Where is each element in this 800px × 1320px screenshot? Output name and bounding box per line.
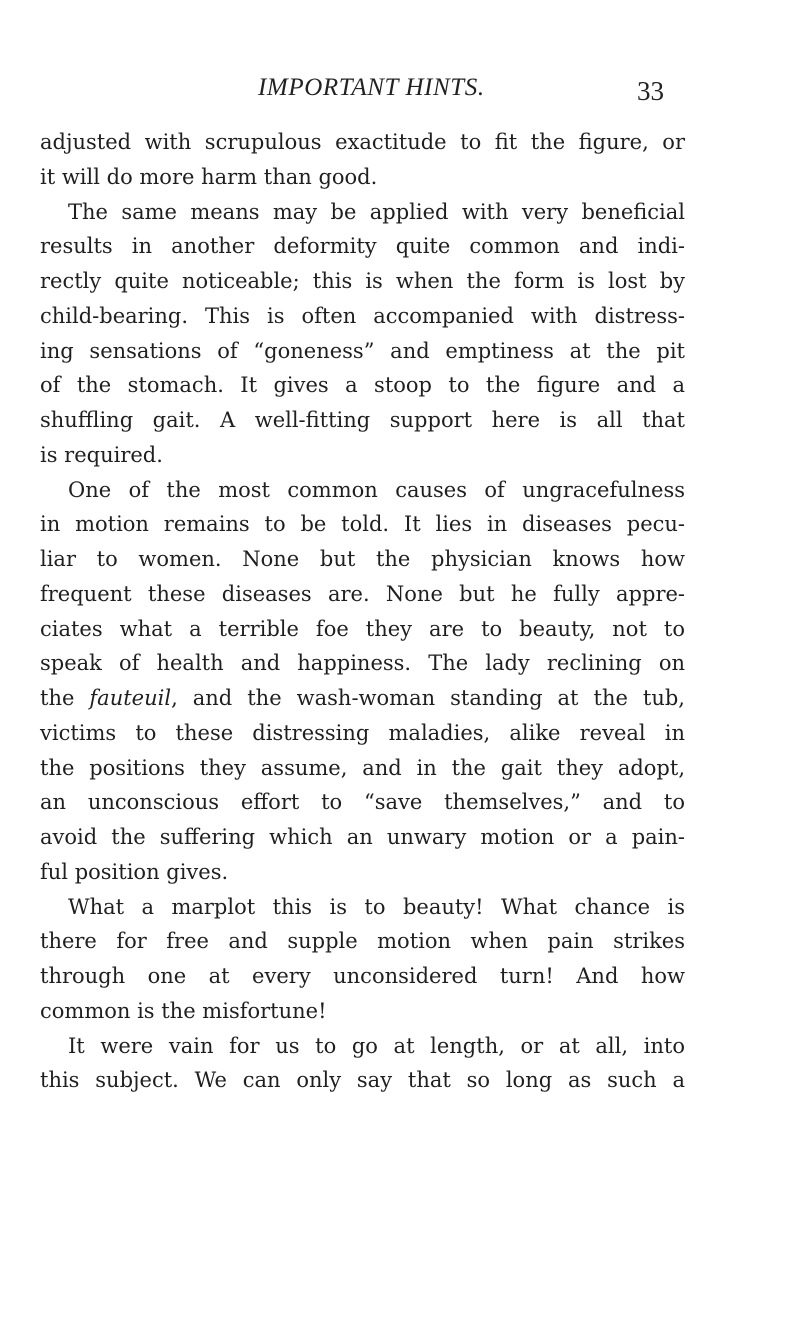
text-line: this subject. We can only say that so long as such a: [40, 1068, 685, 1093]
text-line: common is the misfortune!: [40, 998, 327, 1023]
text-line: through one at every unconsidered turn! And how: [40, 964, 685, 988]
text-line: child-bearing. This is often accompanied with distress-: [40, 303, 685, 328]
text-line: an unconscious effort to “save themselves,” and to: [40, 790, 685, 815]
text-line: The same means may be applied with very beneficial: [68, 199, 685, 224]
text-line: it will do more harm than good.: [40, 164, 378, 189]
text-line: adjusted with scrupulous exactitude to fit the figure, or: [40, 130, 685, 154]
text-line: frequent these diseases are. None but he fully appre-: [40, 581, 685, 606]
text-line: shuffling gait. A well-fitting support here is all that: [40, 408, 685, 432]
text-line: ciates what a terrible foe they are to beauty, not to: [40, 616, 685, 641]
text-line: results in another deformity quite common and indi-: [40, 234, 685, 259]
text-line: speak of health and happiness. The lady reclining on: [40, 651, 685, 676]
text-line: ful position gives.: [40, 859, 229, 884]
text-line: rectly quite noticeable; this is when the form is lost by: [40, 269, 685, 293]
text-line: One of the most common causes of ungracefulness: [68, 477, 685, 502]
text-line: ing sensations of “goneness” and emptiness at the pit: [40, 338, 685, 363]
running-title: IMPORTANT HINTS.: [258, 74, 485, 101]
text-line: there for free and supple motion when pain strikes: [40, 929, 685, 954]
text-segment: the: [40, 686, 90, 710]
text-segment: , and the wash-woman standing at the tub,: [171, 686, 685, 710]
page-number: 33: [637, 76, 664, 106]
text-line: [40, 681, 685, 716]
body-text: [40, 125, 685, 1098]
text-line: the positions they assume, and in the gait they adopt,: [40, 755, 685, 780]
italic-word: fauteuil: [89, 686, 172, 710]
text-line: It were vain for us to go at length, or at all, into: [68, 1033, 685, 1058]
text-line: in motion remains to be told. It lies in diseases pecu-: [40, 512, 685, 537]
text-line: of the stomach. It gives a stoop to the figure and a: [40, 373, 685, 398]
text-line: What a marplot this is to beauty! What chance is: [68, 894, 685, 919]
text-line: victims to these distressing maladies, alike reveal in: [40, 720, 685, 745]
text-line: avoid the suffering which an unwary motion or a pain-: [40, 825, 685, 849]
text-line: is required.: [40, 442, 163, 467]
text-line: liar to women. None but the physician knows how: [40, 547, 685, 571]
running-head: [0, 74, 800, 114]
